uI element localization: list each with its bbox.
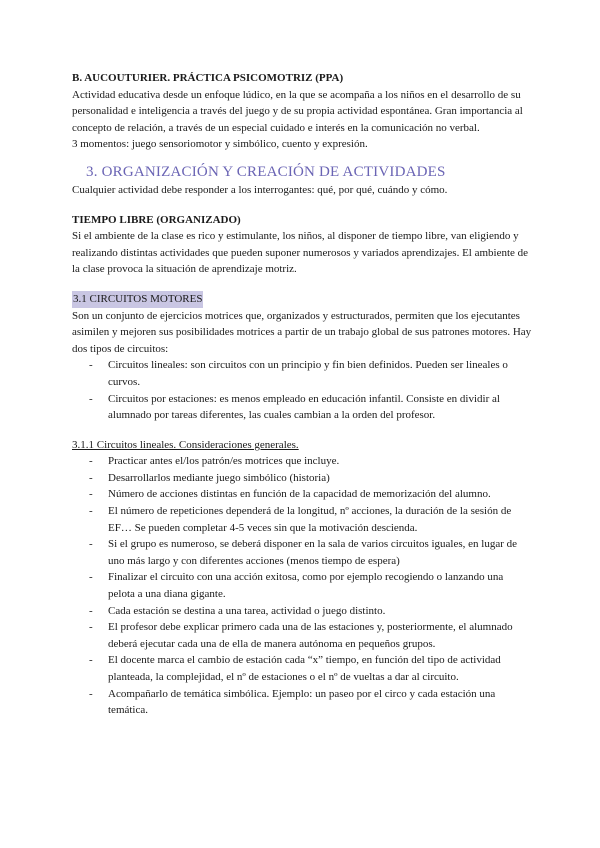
list-item: - El docente marca el cambio de estación cada “x” tiempo, en función del tipo de actividad planteada, la complejidad, el nº de estaciones o el nº de vueltas a dar al circuito.: [89, 654, 501, 683]
bullet-dash: -: [89, 687, 93, 700]
lineales-list: [72, 453, 532, 719]
list-item: - Número de acciones distintas en función de la capacidad de memorización del alumno.: [72, 486, 532, 503]
list-item: - Circuitos lineales: son circuitos con un principio y fin bien definidos. Pueden ser lineales o curvos.: [89, 359, 508, 388]
section-b-body: Actividad educativa desde un enfoque lúdico, en la que se acompaña a los niños en el desarrollo de su personalidad e inteligencia a través del juego y de su propia actividad espontánea. Gran importancia al concepto de relación, a través de un especial cuidado e interés en la comunicación no verbal.: [72, 88, 523, 134]
section-b-title: B. AUCOUTURIER. PRÁCTICA PSICOMOTRIZ (PPA): [72, 72, 344, 84]
bullet-dash: -: [89, 538, 93, 551]
circuitos-title: 3.1 CIRCUITOS MOTORES: [72, 291, 203, 308]
bullet-dash: -: [89, 571, 93, 584]
list-item: - Desarrollarlos mediante juego simbólico (historia): [72, 470, 532, 487]
bullet-dash: -: [89, 621, 93, 634]
tiempo-libre-body: Si el ambiente de la clase es rico y estimulante, los niños, al disponer de tiempo libre, van eligiendo y realizando distintas actividades que pueden suponer numerosos y variados aprendizajes. El ambiente de la clase provoca la situación de aprendizaje motriz.: [72, 230, 529, 276]
section-3-heading: 3. ORGANIZACIÓN Y CREACIÓN DE ACTIVIDADES: [86, 163, 446, 180]
bullet-dash: -: [89, 604, 93, 617]
document-page: [72, 70, 532, 719]
tiempo-libre-title: TIEMPO LIBRE (ORGANIZADO): [72, 213, 241, 226]
list-item: - Cada estación se destina a una tarea, actividad o juego distinto.: [72, 603, 532, 620]
list-item: - Finalizar el circuito con una acción exitosa, como por ejemplo recogiendo o lanzando una pelota a una diana gigante.: [89, 571, 504, 601]
list-item: - El profesor debe explicar primero cada una de las estaciones y, posteriormente, el alumnado deberá ejecutar cada una de ella de manera autónoma en pequeños grupos.: [89, 621, 513, 650]
bullet-dash: -: [89, 359, 93, 372]
bullet-dash: -: [89, 392, 93, 405]
lineales-title: 3.1.1 Circuitos lineales. Consideraciones generales.: [72, 438, 299, 451]
list-item: - Acompañarlo de temática simbólica. Ejemplo: un paseo por el circo y cada estación una temática.: [89, 687, 496, 717]
section-b-moments: 3 momentos: juego sensoriomotor y simbólico, cuento y expresión.: [72, 138, 368, 151]
list-item: - El número de repeticiones dependerá de la longitud, nº acciones, la duración de la sesión de EF… Se pueden completar 4-5 veces sin que la motivación descienda.: [89, 505, 512, 534]
circuitos-body: Son un conjunto de ejercicios motrices que, organizados y estructurados, permiten que los ejecutantes asimilen y mejoren sus posibilidades motrices a partir de un trabajo global de sus patrones motores. Hay dos tipos de circuitos:: [72, 309, 532, 355]
circuit-types-list: [72, 357, 532, 423]
bullet-dash: -: [89, 488, 93, 501]
section-3-intro: Cualquier actividad debe responder a los interrogantes: qué, por qué, cuándo y cómo.: [72, 183, 448, 196]
list-item: - Si el grupo es numeroso, se deberá disponer en la sala de varios circuitos iguales, en lugar de uno más largo y con diferentes acciones (menos tiempo de espera): [89, 538, 518, 567]
bullet-dash: -: [89, 471, 93, 484]
bullet-dash: -: [89, 505, 93, 518]
list-item: - Circuitos por estaciones: es menos empleado en educación infantil. Consiste en dividir al alumnado por tareas diferentes, las cuales cambian a la orden del profesor.: [89, 392, 500, 422]
bullet-dash: -: [89, 455, 93, 468]
list-item: - Practicar antes el/los patrón/es motrices que incluye.: [72, 453, 532, 470]
bullet-dash: -: [89, 654, 93, 667]
